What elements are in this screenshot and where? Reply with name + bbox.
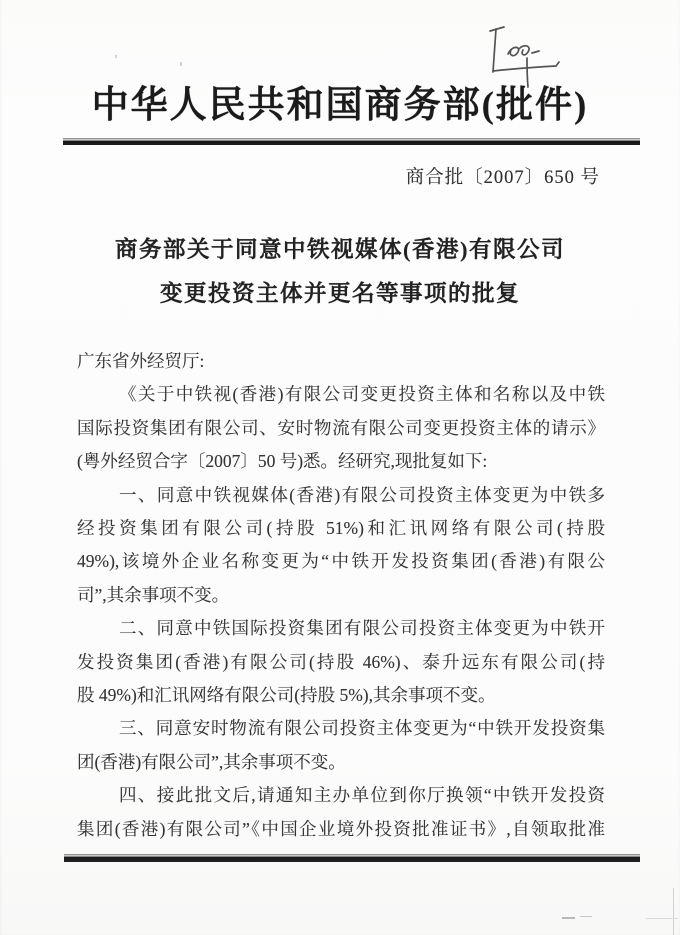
body-line: 《关于中铁视(香港)有限公司变更投资主体和名称以及中铁	[119, 384, 605, 405]
letterhead-divider	[63, 138, 640, 145]
mark-vertical-stroke	[493, 29, 496, 72]
document-title-line1: 商务部关于同意中铁视媒体(香港)有限公司	[115, 237, 565, 262]
body-line: 国际投资集团有限公司、安时物流有限公司变更投资主体的请示》	[77, 417, 605, 438]
body-line: 经投资集团有限公司(持股 51%)和汇讯网络有限公司(持股	[77, 518, 605, 539]
body-line: 集团(香港)有限公司”《中国企业境外投资批准证书》,自领取批准	[77, 818, 605, 839]
body-line: 司”,其余事项不变。	[77, 584, 230, 605]
body-line: (粤外经贸合字〔2007〕50 号)悉。经研究,现批复如下:	[77, 451, 488, 472]
scan-artifact-corner-line	[673, 888, 674, 935]
scan-artifact-corner-line	[646, 918, 678, 919]
body-line: 股 49%)和汇讯网络有限公司(持股 5%),其余事项不变。	[77, 685, 496, 706]
body-line: 四、接此批文后,请通知主办单位到你厅换领“中铁开发投资	[119, 785, 605, 806]
body-line: 广东省外经贸厅:	[77, 351, 205, 371]
doc-number: 商合批〔2007〕650 号	[405, 168, 600, 188]
scan-artifact-speck	[115, 55, 117, 58]
document-title	[0, 228, 680, 316]
mark-horizontal-stroke	[493, 62, 559, 71]
scan-artifact-dash	[580, 916, 592, 917]
body-line: 49%),该境外企业名称变更为“中铁开发投资集团(香港)有限公	[77, 551, 605, 572]
mark-top-tick	[490, 27, 504, 31]
scan-artifact-speck	[180, 62, 182, 66]
body-line: 二、同意中铁国际投资集团有限公司投资主体变更为中铁开	[119, 618, 605, 639]
body-line: 发投资集团(香港)有限公司(持股 46%)、泰升远东有限公司(持	[77, 651, 605, 672]
document-title-line2: 变更投资主体并更名等事项的批复	[159, 281, 520, 306]
mark-scribble	[508, 46, 539, 56]
body-line: 三、同意安时物流有限公司投资主体变更为“中铁开发投资集	[119, 718, 605, 739]
body-line: 一、同意中铁视媒体(香港)有限公司投资主体变更为中铁多	[119, 484, 605, 505]
scan-artifact-dash	[562, 917, 575, 919]
footer-divider	[64, 854, 640, 862]
letterhead-title: 中华人民共和国商务部(批件)	[91, 85, 589, 126]
body-text	[77, 345, 605, 846]
body-line: 团(香港)有限公司”,其余事项不变。	[77, 751, 346, 772]
